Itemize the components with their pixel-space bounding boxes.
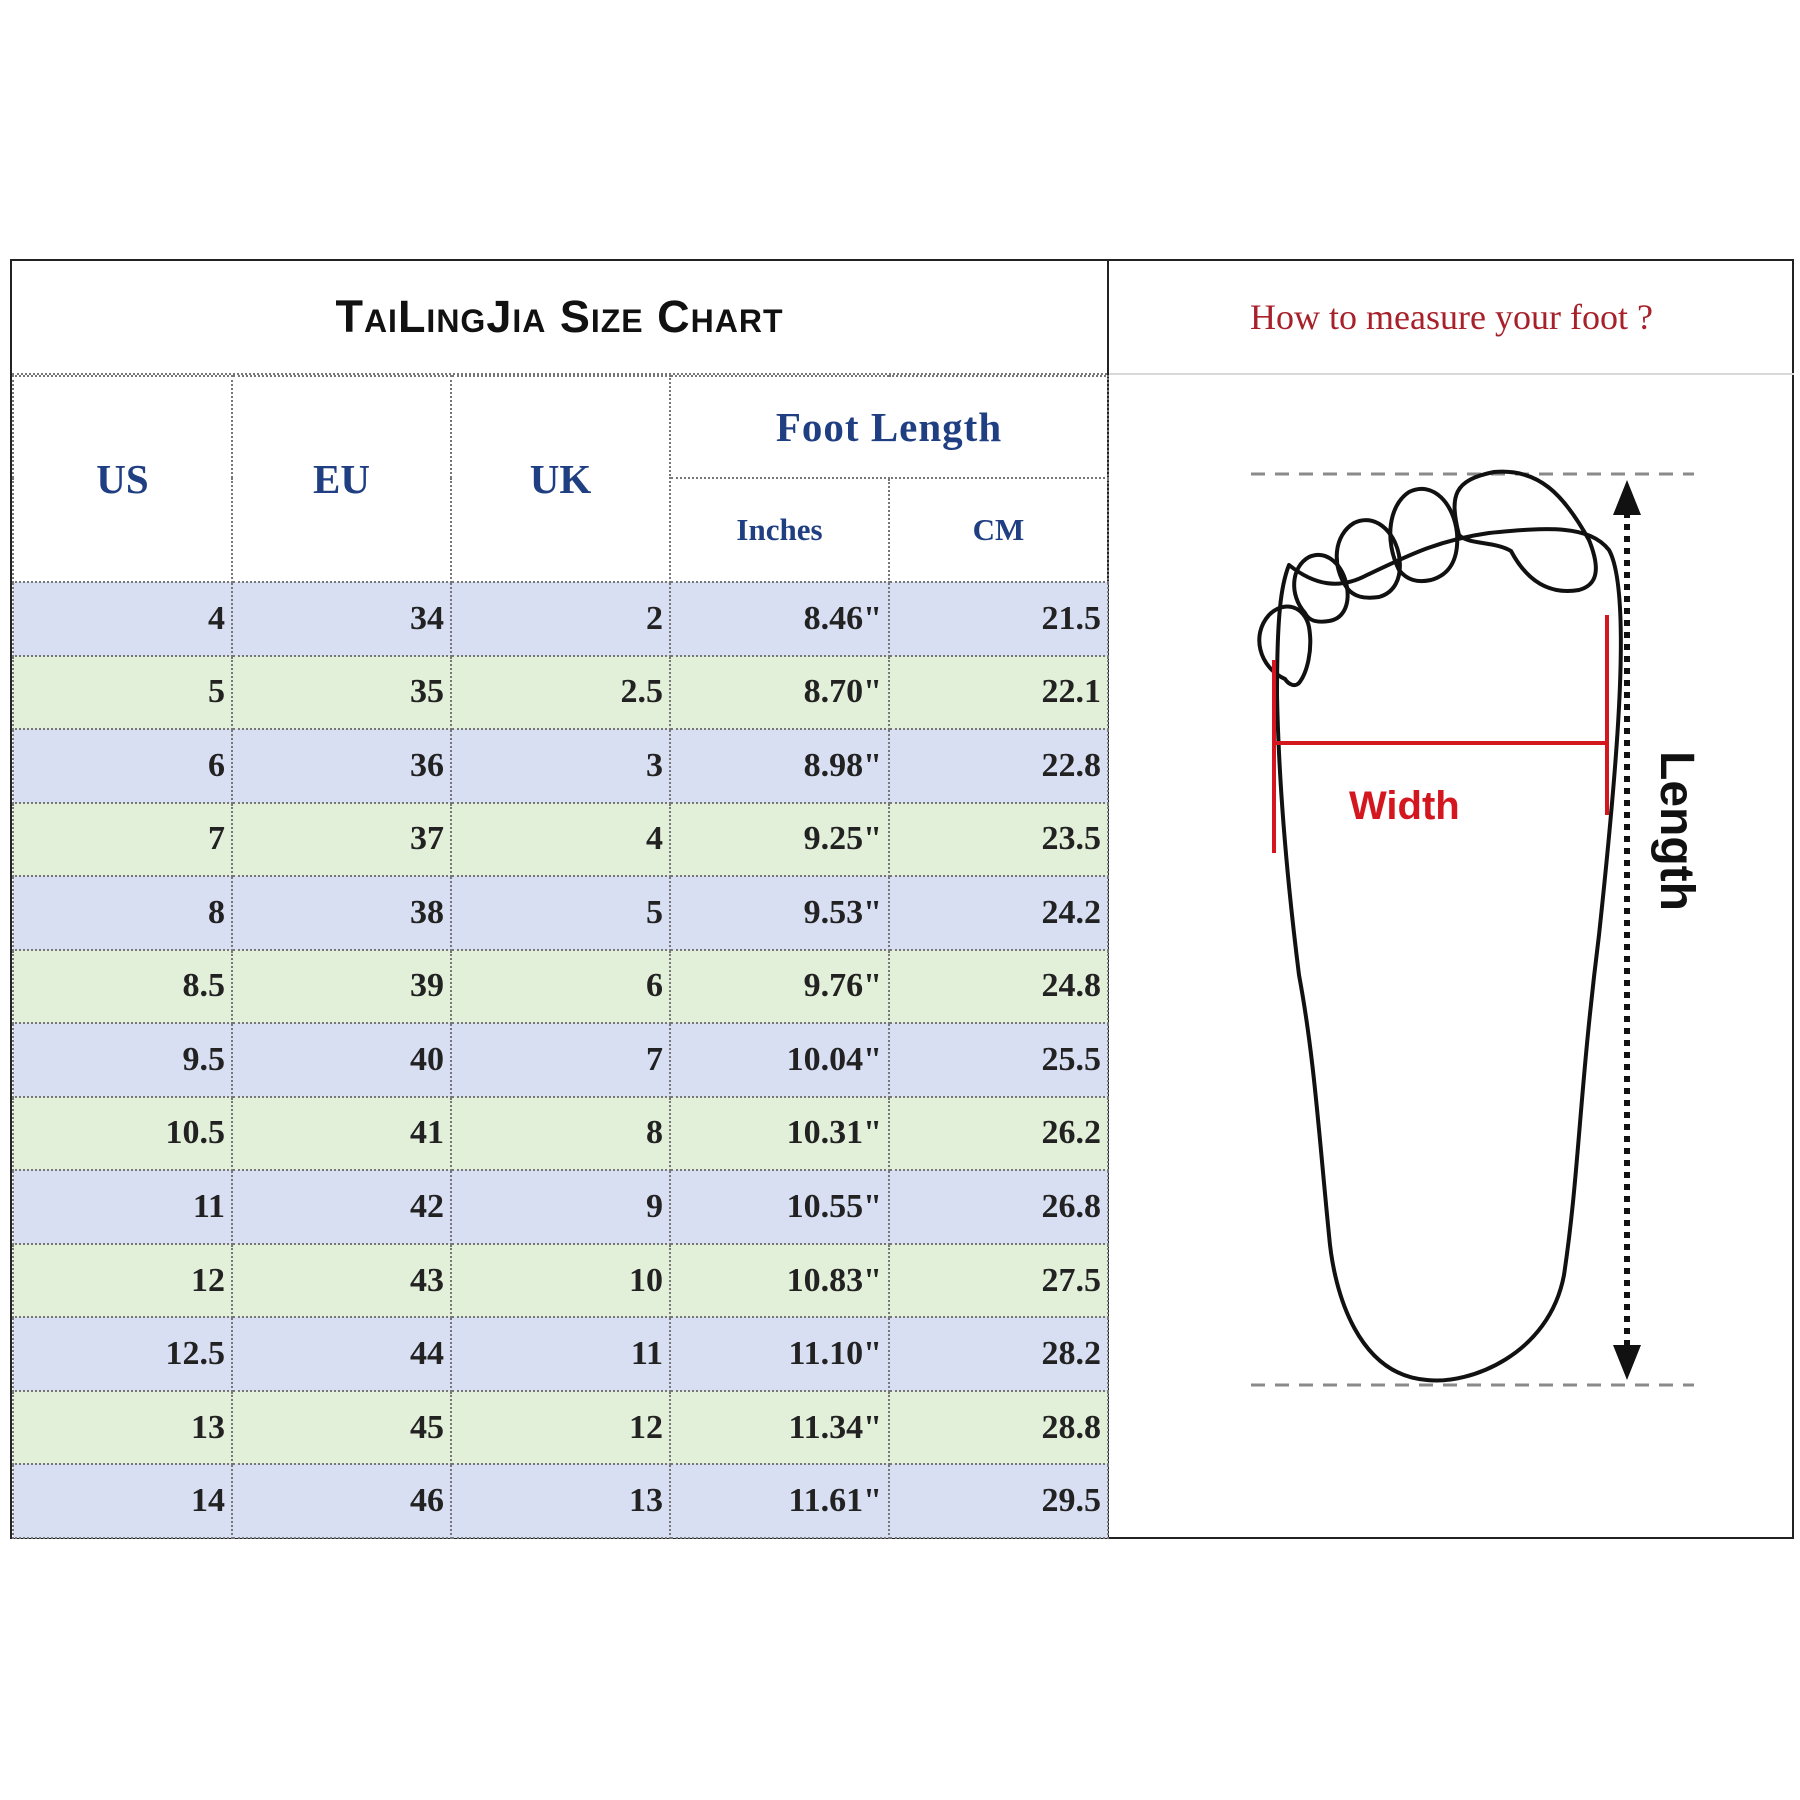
cell-us: 8 [13, 876, 232, 950]
cell-inches: 9.53" [670, 876, 889, 950]
cell-us: 14 [13, 1464, 232, 1538]
cell-inches: 11.61" [670, 1464, 889, 1538]
header-eu: EU [232, 376, 451, 582]
cell-inches: 10.31" [670, 1097, 889, 1171]
chart-title: TaiLingJia Size Chart [335, 291, 784, 342]
table-row [13, 1391, 1108, 1465]
cell-inches: 8.46" [670, 582, 889, 656]
cell-eu: 42 [232, 1170, 451, 1244]
cell-cm: 25.5 [889, 1023, 1108, 1097]
cell-inches: 10.83" [670, 1244, 889, 1318]
header-uk: UK [451, 376, 670, 582]
measure-title-row [1109, 261, 1794, 375]
cell-eu: 43 [232, 1244, 451, 1318]
cell-us: 8.5 [13, 950, 232, 1024]
cell-eu: 34 [232, 582, 451, 656]
cell-eu: 41 [232, 1097, 451, 1171]
cell-us: 10.5 [13, 1097, 232, 1171]
cell-eu: 45 [232, 1391, 451, 1465]
header-cm: CM [889, 478, 1108, 582]
cell-eu: 40 [232, 1023, 451, 1097]
cell-inches: 11.34" [670, 1391, 889, 1465]
cell-inches: 10.04" [670, 1023, 889, 1097]
cell-uk: 9 [451, 1170, 670, 1244]
cell-cm: 27.5 [889, 1244, 1108, 1318]
cell-us: 7 [13, 803, 232, 877]
cell-us: 12.5 [13, 1317, 232, 1391]
cell-uk: 2 [451, 582, 670, 656]
cell-uk: 4 [451, 803, 670, 877]
header-foot-length: Foot Length [670, 376, 1108, 478]
header-inches: Inches [670, 478, 889, 582]
cell-cm: 21.5 [889, 582, 1108, 656]
table-row [13, 1244, 1108, 1318]
table-row [13, 1023, 1108, 1097]
table-row [13, 656, 1108, 730]
cell-eu: 46 [232, 1464, 451, 1538]
cell-eu: 44 [232, 1317, 451, 1391]
cell-cm: 26.2 [889, 1097, 1108, 1171]
cell-inches: 11.10" [670, 1317, 889, 1391]
length-label: Length [1650, 751, 1703, 911]
length-arrow-down-icon [1613, 1345, 1641, 1380]
cell-cm: 28.2 [889, 1317, 1108, 1391]
cell-inches: 9.25" [670, 803, 889, 877]
size-chart-frame [10, 259, 1794, 1539]
foot-diagram [1109, 375, 1794, 1535]
size-chart-panel [12, 261, 1109, 1537]
table-row [13, 1170, 1108, 1244]
cell-uk: 11 [451, 1317, 670, 1391]
chart-title-row [12, 261, 1107, 375]
cell-us: 9.5 [13, 1023, 232, 1097]
table-row [13, 803, 1108, 877]
cell-eu: 38 [232, 876, 451, 950]
cell-uk: 2.5 [451, 656, 670, 730]
table-row [13, 1464, 1108, 1538]
cell-inches: 8.70" [670, 656, 889, 730]
cell-cm: 23.5 [889, 803, 1108, 877]
cell-us: 13 [13, 1391, 232, 1465]
cell-cm: 22.8 [889, 729, 1108, 803]
cell-cm: 26.8 [889, 1170, 1108, 1244]
cell-uk: 5 [451, 876, 670, 950]
size-table-body [13, 582, 1108, 1538]
cell-inches: 10.55" [670, 1170, 889, 1244]
length-measure [1613, 480, 1641, 1380]
cell-us: 12 [13, 1244, 232, 1318]
cell-uk: 3 [451, 729, 670, 803]
table-row [13, 582, 1108, 656]
table-row [13, 1097, 1108, 1171]
cell-uk: 6 [451, 950, 670, 1024]
size-table [12, 375, 1109, 1539]
cell-cm: 24.2 [889, 876, 1108, 950]
cell-cm: 28.8 [889, 1391, 1108, 1465]
length-arrow-up-icon [1613, 480, 1641, 515]
size-table-wrap [12, 375, 1107, 1539]
measure-title: How to measure your foot ? [1250, 297, 1653, 337]
foot-outline-icon [1259, 472, 1621, 1381]
cell-uk: 8 [451, 1097, 670, 1171]
cell-eu: 35 [232, 656, 451, 730]
width-label: Width [1349, 784, 1460, 828]
header-us: US [13, 376, 232, 582]
measure-panel [1109, 261, 1794, 1537]
cell-us: 5 [13, 656, 232, 730]
cell-uk: 13 [451, 1464, 670, 1538]
cell-uk: 10 [451, 1244, 670, 1318]
cell-cm: 22.1 [889, 656, 1108, 730]
table-row [13, 729, 1108, 803]
cell-eu: 37 [232, 803, 451, 877]
cell-inches: 8.98" [670, 729, 889, 803]
cell-eu: 39 [232, 950, 451, 1024]
cell-uk: 7 [451, 1023, 670, 1097]
table-row [13, 876, 1108, 950]
cell-uk: 12 [451, 1391, 670, 1465]
cell-inches: 9.76" [670, 950, 889, 1024]
cell-us: 11 [13, 1170, 232, 1244]
cell-cm: 24.8 [889, 950, 1108, 1024]
cell-eu: 36 [232, 729, 451, 803]
cell-us: 6 [13, 729, 232, 803]
table-row [13, 950, 1108, 1024]
cell-cm: 29.5 [889, 1464, 1108, 1538]
table-row [13, 1317, 1108, 1391]
cell-us: 4 [13, 582, 232, 656]
